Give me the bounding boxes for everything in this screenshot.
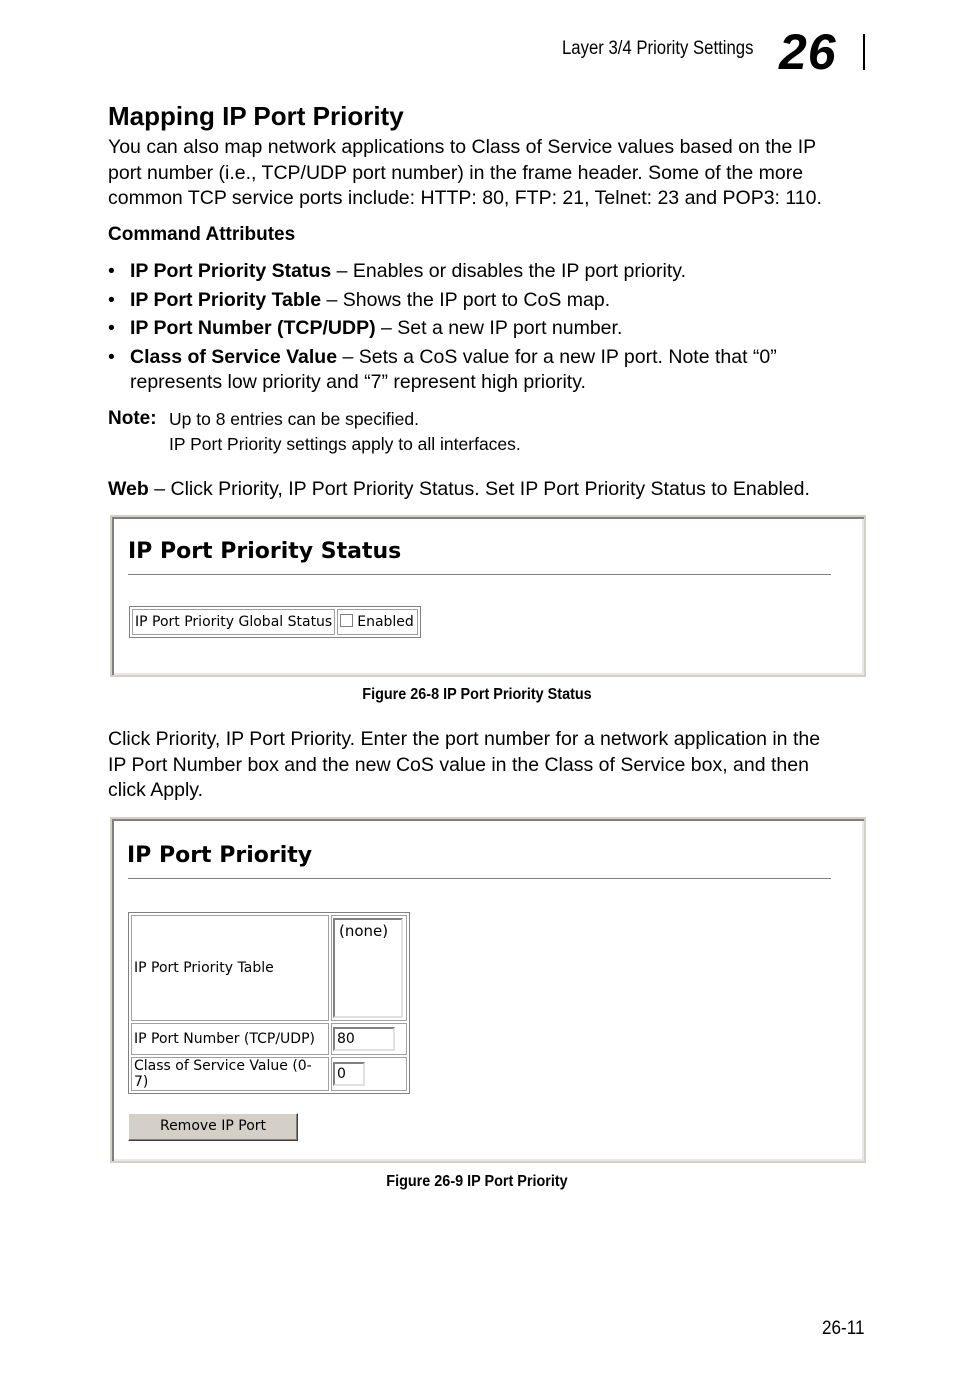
instruction-line: Click Priority, IP Port Priority. Enter the port number for a network application in the bbox=[108, 728, 821, 750]
section-title: Mapping IP Port Priority bbox=[108, 101, 404, 131]
chapter-number: 26 bbox=[779, 24, 837, 80]
ip-port-priority-status-panel bbox=[110, 515, 866, 677]
figure-caption: Figure 26-9 IP Port Priority bbox=[386, 1173, 568, 1190]
intro-line: port number (i.e., TCP/UDP port number) in the frame header. Some of the more bbox=[108, 161, 804, 184]
panel-title: IP Port Priority bbox=[127, 843, 313, 868]
ip-port-priority-table bbox=[128, 912, 410, 1094]
panel-divider bbox=[128, 574, 831, 576]
web-instruction bbox=[108, 478, 810, 501]
web-label: Web bbox=[108, 478, 149, 500]
instruction-paragraph bbox=[108, 727, 878, 804]
intro-paragraph bbox=[108, 135, 878, 212]
panel-title: IP Port Priority Status bbox=[128, 539, 402, 564]
note-line: IP Port Priority settings apply to all interfaces. bbox=[169, 434, 521, 454]
cos-value-label: Class of Service Value (0-7) bbox=[131, 1057, 329, 1091]
intro-line: You can also map network applications to Class of Service values based on the IP bbox=[108, 136, 817, 158]
command-attributes-heading: Command Attributes bbox=[108, 224, 296, 245]
priority-table-listbox[interactable] bbox=[333, 918, 403, 1018]
attribute-term: IP Port Priority Status bbox=[130, 260, 332, 282]
attribute-term: Class of Service Value bbox=[130, 345, 338, 368]
port-number-input[interactable]: 80 bbox=[333, 1027, 395, 1051]
enabled-checkbox-cell[interactable] bbox=[337, 609, 418, 635]
attribute-desc: – Sets a CoS value for a new IP port. Note that “0” represents low priority and “7” represent high priority. bbox=[130, 345, 777, 393]
cos-value-cell bbox=[331, 1057, 407, 1091]
chapter-rule bbox=[863, 34, 865, 70]
list-item: • IP Port Priority Status – Enables or disables the IP port priority. bbox=[108, 260, 687, 282]
listbox-item[interactable]: (none) bbox=[339, 922, 389, 940]
list-item: • IP Port Priority Table – Shows the IP port to CoS map. bbox=[108, 288, 611, 311]
page-number: 26-11 bbox=[822, 1318, 865, 1339]
priority-table-label: IP Port Priority Table bbox=[131, 915, 329, 1021]
note-label: Note: bbox=[108, 408, 157, 429]
list-item: • Class of Service Value – Sets a CoS value for a new IP port. Note that “0” represents low priority and “7” represent high priority. bbox=[108, 345, 777, 393]
enabled-label: Enabled bbox=[357, 614, 414, 630]
attribute-term: IP Port Priority Table bbox=[130, 288, 322, 311]
attribute-desc: – Shows the IP port to CoS map. bbox=[321, 288, 611, 311]
attribute-desc: – Enables or disables the IP port priority. bbox=[331, 260, 687, 282]
global-status-table bbox=[129, 606, 421, 638]
attribute-term: IP Port Number (TCP/UDP) bbox=[130, 317, 376, 339]
remove-ip-port-button[interactable]: Remove IP Port bbox=[128, 1113, 298, 1141]
note-line: Up to 8 entries can be specified. bbox=[169, 409, 420, 429]
figure-caption: Figure 26-8 IP Port Priority Status bbox=[362, 686, 592, 703]
cos-value-input[interactable]: 0 bbox=[333, 1062, 365, 1086]
enabled-checkbox[interactable] bbox=[340, 614, 353, 627]
port-number-cell bbox=[331, 1023, 407, 1055]
priority-table-cell bbox=[331, 915, 407, 1021]
attribute-list bbox=[108, 259, 868, 399]
panel-divider bbox=[128, 878, 831, 880]
instruction-line: IP Port Number box and the new CoS value in the Class of Service box, and then bbox=[108, 753, 809, 776]
intro-line: common TCP service ports include: HTTP: 80, FTP: 21, Telnet: 23 and POP3: 110. bbox=[108, 187, 822, 209]
instruction-line: click Apply. bbox=[108, 779, 204, 801]
ip-port-priority-panel bbox=[110, 817, 866, 1163]
port-number-label: IP Port Number (TCP/UDP) bbox=[131, 1023, 329, 1055]
global-status-label: IP Port Priority Global Status bbox=[132, 609, 335, 635]
running-header-title: Layer 3/4 Priority Settings bbox=[562, 38, 754, 59]
web-text: – Click Priority, IP Port Priority Status. Set IP Port Priority Status to Enabled. bbox=[148, 478, 810, 500]
list-item: • IP Port Number (TCP/UDP) – Set a new IP port number. bbox=[108, 317, 623, 339]
attribute-desc: – Set a new IP port number. bbox=[375, 317, 623, 339]
